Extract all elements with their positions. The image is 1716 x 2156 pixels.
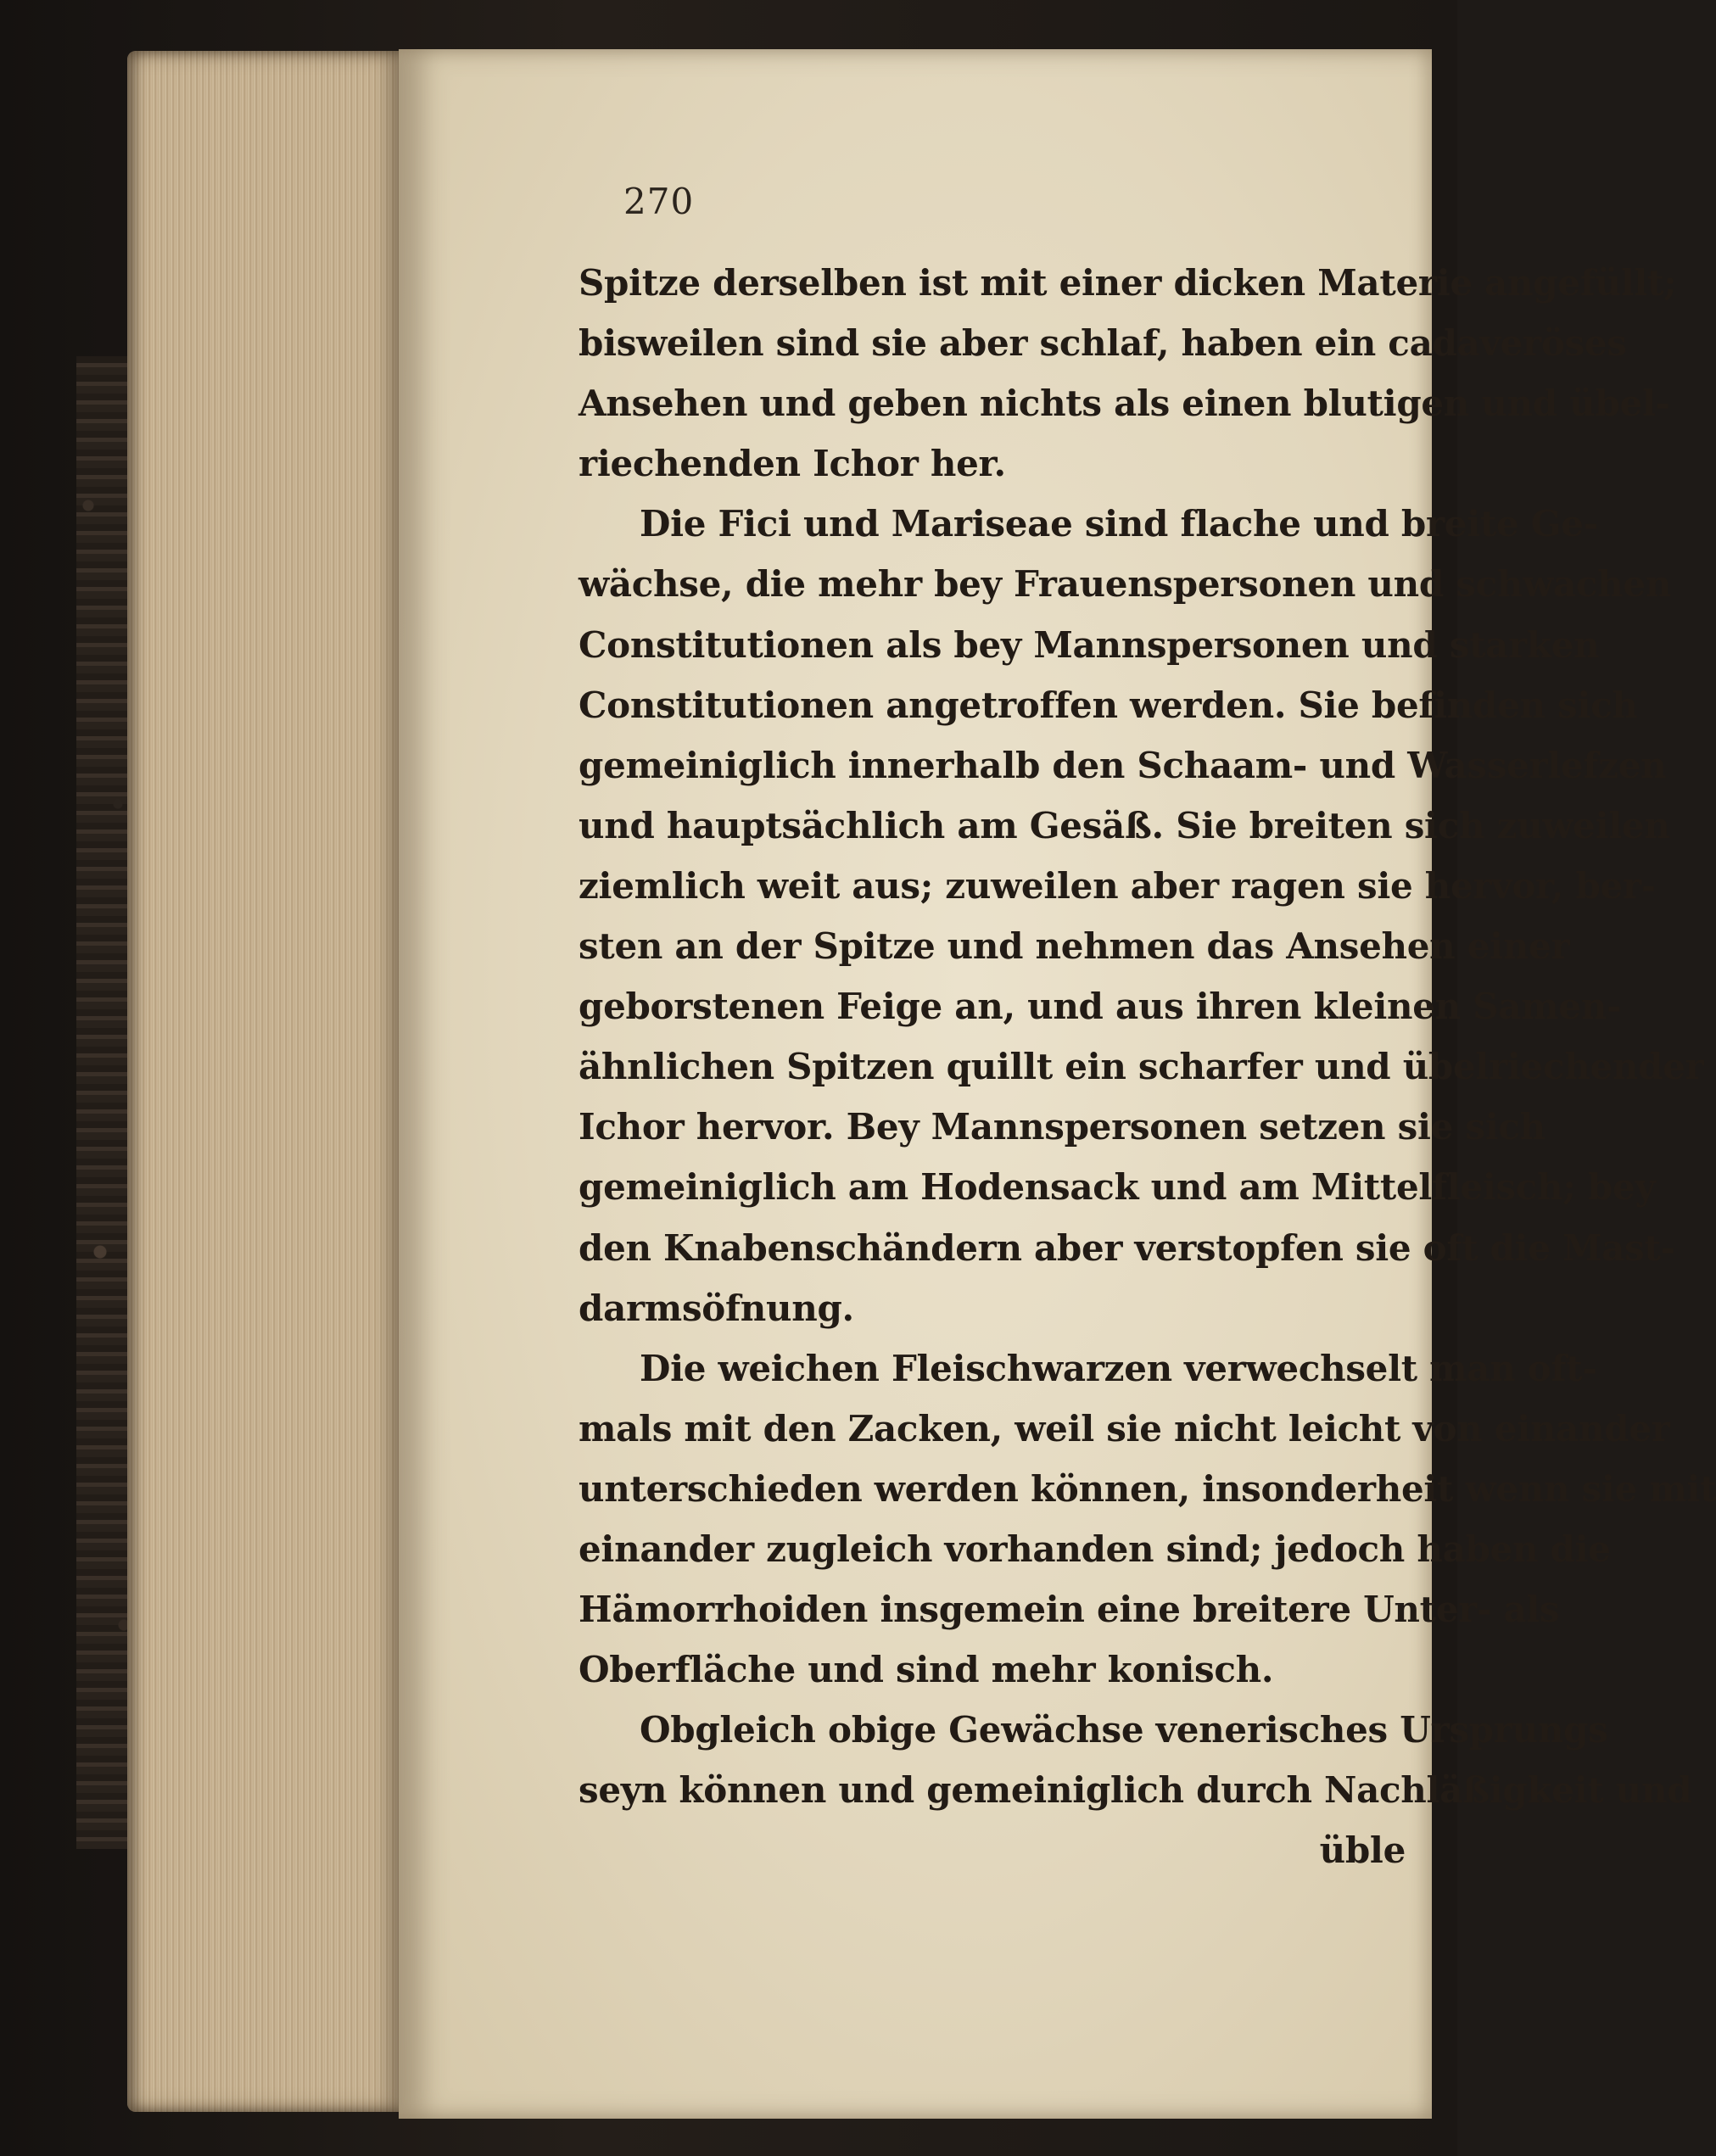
text-line: unterschieden werden können, insonderheit wenn sie mit xyxy=(579,1467,1716,1510)
text-line: Oberfläche und sind mehr konisch. xyxy=(579,1649,1274,1691)
text-line: Constitutionen als bey Mannspersonen und starken xyxy=(579,623,1600,666)
text-line: und hauptsächlich am Gesäß. Sie breiten sich zuweilen xyxy=(579,804,1670,846)
text-line: Constitutionen angetroffen werden. Sie befinden sich xyxy=(579,684,1638,726)
text-line: Obgleich obige Gewächse venerisches Ursprungs xyxy=(640,1709,1608,1751)
text-line: Spitze derselben ist mit einer dicken Materie angefüllt; xyxy=(579,262,1677,304)
text-line: Hämorrhoiden insgemein eine breitere Unter- als xyxy=(579,1589,1560,1631)
book-page xyxy=(399,49,1716,2119)
text-line: gemeiniglich am Hodensack und am Mittelfleisch; bey xyxy=(579,1166,1656,1209)
text-line: ziemlich weit aus; zuweilen aber ragen sie hervor, ber- xyxy=(579,864,1656,907)
page-body-text xyxy=(579,253,1716,1881)
page-fore-edge xyxy=(127,51,407,2112)
text-line: seyn können und gemeiniglich durch Nachläßigkeit und xyxy=(579,1769,1692,1812)
text-line: wächse, die mehr bey Frauenspersonen und schwachen xyxy=(579,563,1672,606)
catchword: üble xyxy=(1319,1829,1406,1872)
text-line: gemeiniglich innerhalb den Schaam- und Wasserlefzen xyxy=(579,744,1667,786)
text-line: sten an der Spitze und nehmen das Ansehen einer xyxy=(579,925,1570,968)
text-line: darmsöfnung. xyxy=(579,1287,854,1329)
text-line: Ichor hervor. Bey Mannspersonen setzen sie sich xyxy=(579,1106,1546,1148)
text-line: mals mit den Zacken, weil sie nicht leicht von einander xyxy=(579,1407,1670,1449)
text-line: Ansehen und geben nichts als einen blutigen und übel- xyxy=(579,383,1670,425)
page-number: 270 xyxy=(623,181,695,222)
text-line: ähnlichen Spitzen quillt ein scharfer und übelriechender xyxy=(579,1046,1704,1088)
text-line: den Knabenschändern aber verstopfen sie oft die Mast- xyxy=(579,1226,1675,1269)
text-line: geborstenen Feige an, und aus ihren kleinen Samen- xyxy=(579,986,1622,1028)
text-line: riechenden Ichor her. xyxy=(579,443,1006,485)
text-line: einander zugleich vorhanden sind; jedoch haben die xyxy=(579,1528,1611,1570)
text-line: Die weichen Fleischwarzen verwechselt man oft- xyxy=(640,1347,1597,1389)
text-line: bisweilen sind sie aber schlaf, haben ein cadaveröses xyxy=(579,322,1627,365)
text-line: Die Fici und Mariseae sind flache und breite Ge- xyxy=(640,503,1598,545)
